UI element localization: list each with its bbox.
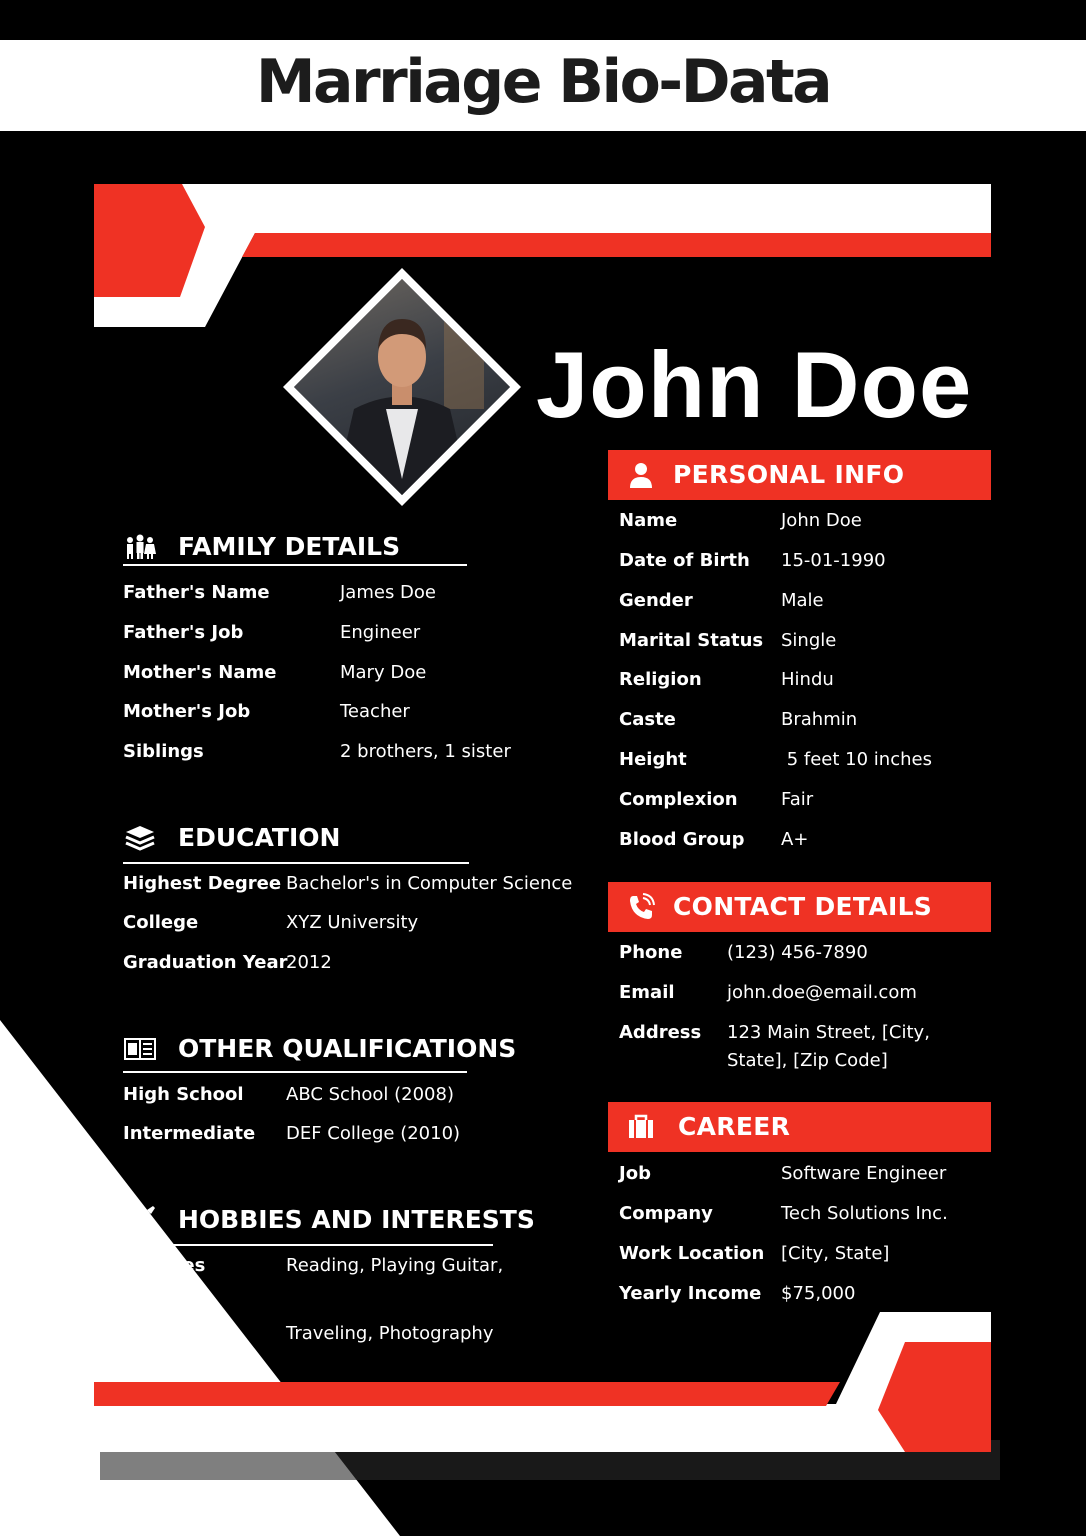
- guitar-icon: [123, 1204, 157, 1238]
- education-title: EDUCATION: [178, 823, 341, 852]
- family-icon: [123, 531, 157, 565]
- briefcase-icon: [626, 1112, 656, 1142]
- family-details-header: [123, 531, 468, 577]
- personal-info-header: [608, 450, 991, 500]
- page-title: Marriage Bio-Data: [255, 47, 831, 117]
- hobbies-interests-underline: [123, 1244, 493, 1246]
- family-details-underline: [123, 564, 467, 566]
- contact-details-title: CONTACT DETAILS: [673, 892, 933, 921]
- phone-icon: [626, 892, 656, 922]
- other-qualifications-title: OTHER QUALIFICATIONS: [178, 1034, 517, 1063]
- user-icon: [626, 460, 656, 490]
- personal-info-title: PERSONAL INFO: [673, 460, 905, 489]
- education-header: [123, 822, 470, 868]
- other-qualifications-header: [123, 1033, 517, 1079]
- hobbies-interests-header: [123, 1204, 535, 1250]
- hobbies-interests-title: HOBBIES AND INTERESTS: [178, 1205, 535, 1234]
- other-qualifications-underline: [123, 1071, 467, 1073]
- career-header: [608, 1102, 991, 1152]
- books-icon: [123, 822, 157, 856]
- family-details-title: FAMILY DETAILS: [178, 532, 401, 561]
- education-underline: [123, 862, 469, 864]
- contact-details-header: [608, 882, 991, 932]
- career-title: CAREER: [678, 1112, 791, 1141]
- open-book-icon: [123, 1033, 157, 1067]
- candidate-name: John Doe: [536, 332, 973, 437]
